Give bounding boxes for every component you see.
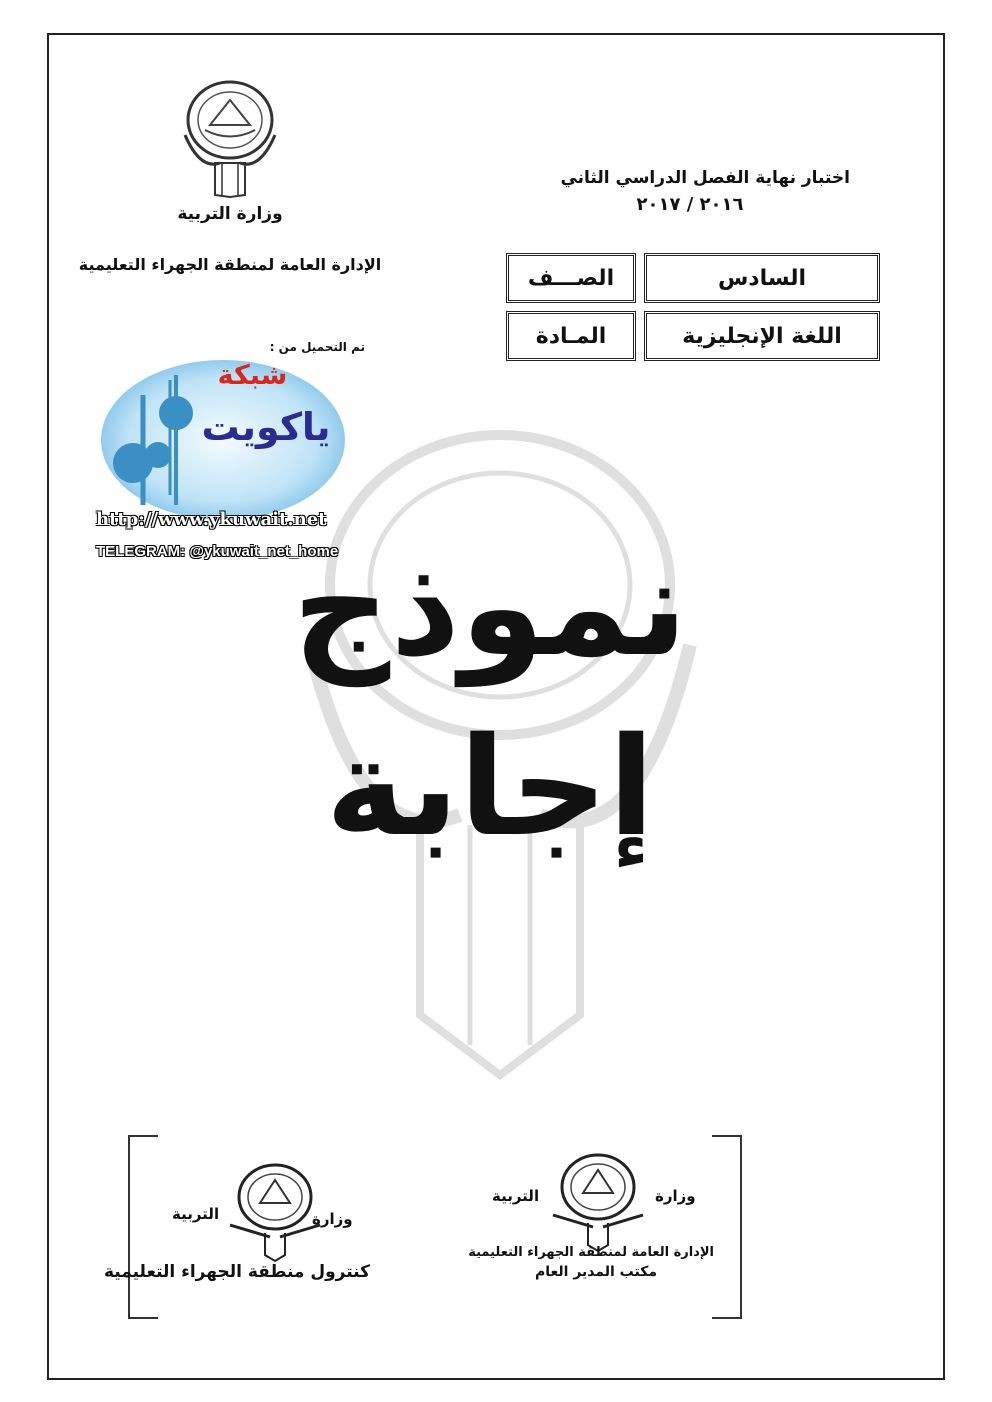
subject-label: المـادة [506, 311, 636, 361]
grade-value: السادس [644, 253, 880, 303]
state-emblem-icon [170, 75, 290, 200]
control-stamp-text: كنترول منطقة الجهراء التعليمية [103, 1262, 370, 1282]
exam-year: ٢٠١٦ / ٢٠١٧ [636, 194, 744, 215]
site-telegram: TELEGRAM: @ykuwait_net_home [96, 543, 339, 560]
grade-row [506, 253, 880, 303]
ministry-name: وزارة التربية [177, 204, 283, 224]
control-stamp-ministry: وزارة [312, 1210, 353, 1228]
control-stamp-education: التربية [172, 1205, 220, 1223]
site-name-top: شبكة [217, 360, 288, 391]
director-stamp-office: مكتب المدير العام [534, 1264, 658, 1280]
subject-row [506, 311, 880, 361]
director-stamp-education: التربية [492, 1187, 540, 1205]
stamps-frame [103, 1135, 742, 1319]
director-stamp-ministry: وزارة [655, 1187, 696, 1205]
directorate-name: الإدارة العامة لمنطقة الجهراء التعليمية [78, 255, 382, 274]
grade-label: الصـــف [506, 253, 636, 303]
site-url-link[interactable]: http://www.ykuwait.net [96, 509, 327, 530]
site-name-main: ياكويت [201, 405, 331, 449]
exam-info-table [506, 253, 880, 369]
download-caption: تم التحميل من : [269, 340, 365, 354]
director-stamp-emblem-icon [548, 1145, 648, 1259]
answer-model-subtitle: إجابة [325, 709, 655, 867]
answer-model-title: نموذج [292, 529, 688, 687]
subject-value: اللغة الإنجليزية [644, 311, 880, 361]
control-stamp-emblem-icon [225, 1155, 325, 1269]
director-stamp-directorate: الإدارة العامة لمنطقة الجهراء التعليمية [468, 1245, 714, 1260]
exam-title: اختبار نهاية الفصل الدراسي الثاني [560, 168, 850, 188]
